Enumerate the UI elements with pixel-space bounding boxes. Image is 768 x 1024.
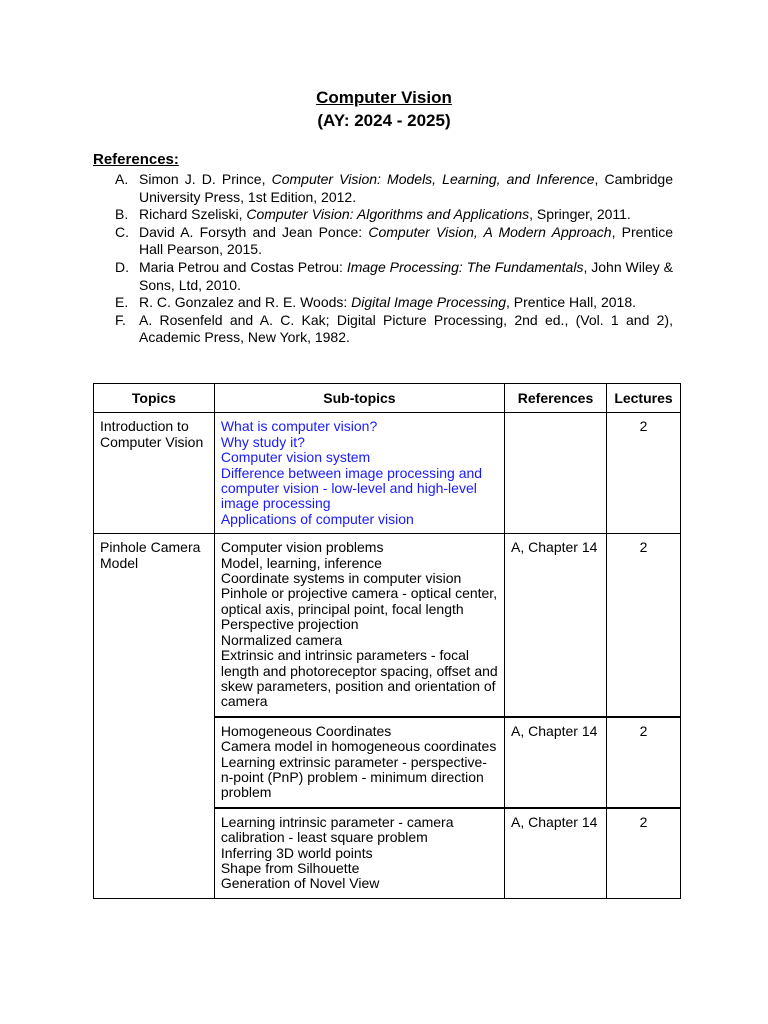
reference-book-title: Digital Image Processing (351, 294, 507, 311)
reference-authors: Simon J. D. Prince, (139, 171, 272, 187)
subtopic-link[interactable]: Difference between image processing and computer vision - low-level and high-level image processing (220, 464, 483, 512)
subtopics-cell (214, 717, 504, 808)
subtopics-cell (214, 534, 504, 717)
lectures-cell: 2 (606, 717, 680, 808)
subtopic-item: Coordinate systems in computer vision (220, 570, 462, 587)
references-heading: References: (93, 151, 179, 168)
header-references: References (505, 384, 607, 413)
subtopics-cell (214, 808, 504, 899)
reference-cell: A, Chapter 14 (505, 808, 607, 899)
lectures-cell: 2 (606, 808, 680, 899)
reference-authors: Richard Szeliski, (139, 206, 247, 223)
reference-cell (505, 413, 607, 534)
table-header-row (94, 384, 681, 413)
subtopic-item: Perspective projection (220, 616, 359, 633)
academic-year: (AY: 2024 - 2025) (317, 111, 451, 130)
subtopic-item: Shape from Silhouette (220, 859, 360, 876)
course-title: Computer Vision (316, 88, 452, 107)
syllabus-table (93, 383, 681, 899)
subtopic-item: Learning extrinsic parameter - perspective-n-point (PnP) problem - minimum direction problem (220, 753, 487, 801)
lectures-cell: 2 (606, 534, 680, 717)
reference-publisher: , Prentice Hall, 2018. (506, 294, 636, 311)
reference-book-title: Image Processing: The Fundamentals (346, 258, 584, 275)
reference-marker: A. (115, 171, 129, 187)
reference-book-title: Computer Vision: Models, Learning, and Inference (271, 171, 595, 187)
header-subtopics: Sub-topics (214, 384, 504, 413)
reference-book-title: Computer Vision, A Modern Approach (368, 223, 612, 240)
reference-cell: A, Chapter 14 (505, 534, 607, 717)
subtopic-link[interactable]: What is computer vision? (220, 418, 378, 435)
subtopic-item: Extrinsic and intrinsic parameters - focal length and photoreceptor spacing, offset and skew parameters, position and orientation of camera (220, 647, 498, 710)
reference-cell: A, Chapter 14 (505, 717, 607, 808)
reference-book-title: Computer Vision: Algorithms and Applications (246, 206, 530, 223)
subtopic-item: Homogeneous Coordinates (220, 722, 392, 739)
reference-publisher: , John Wiley & Sons, Ltd, 2010. (139, 258, 673, 293)
subtopic-item: Normalized camera (220, 631, 343, 648)
subtopic-item: Inferring 3D world points (220, 844, 373, 861)
reference-authors: David A. Forsyth and Jean Ponce: (139, 223, 369, 240)
reference-item (93, 224, 673, 259)
reference-marker: C. (115, 223, 129, 240)
reference-marker: E. (115, 294, 129, 311)
reference-publisher: , Springer, 2011. (529, 206, 631, 223)
reference-item (93, 206, 673, 224)
reference-item (93, 259, 673, 294)
reference-publisher: , Prentice Hall Pearson, 2015. (139, 223, 673, 258)
references-list (93, 171, 673, 347)
reference-item (93, 312, 673, 347)
references-section (93, 151, 673, 347)
reference-marker: F. (115, 311, 126, 328)
subtopic-link[interactable]: Why study it? (220, 433, 305, 450)
reference-authors: R. C. Gonzalez and R. E. Woods: (139, 294, 352, 311)
document-title (0, 86, 768, 132)
lectures-cell: 2 (606, 413, 680, 534)
table-row (94, 413, 681, 534)
reference-marker: B. (115, 206, 129, 223)
header-topics: Topics (94, 384, 215, 413)
subtopic-link[interactable]: Computer vision system (220, 449, 371, 466)
subtopic-link[interactable]: Applications of computer vision (220, 510, 414, 527)
subtopic-item: Pinhole or projective camera - optical center, optical axis, principal point, focal length (220, 585, 498, 617)
table-row (94, 534, 681, 717)
reference-authors: A. Rosenfeld and A. C. Kak; Digital Picture Processing, 2nd ed., (Vol. 1 and 2), Academic Press, New York, 1982. (139, 311, 673, 346)
reference-publisher: , Cambridge University Press, 1st Edition, 2012. (139, 171, 673, 205)
header-lectures: Lectures (606, 384, 680, 413)
subtopics-cell (214, 413, 504, 534)
subtopic-item: Computer vision problems (220, 539, 384, 556)
reference-item (93, 294, 673, 312)
subtopic-item: Model, learning, inference (220, 554, 382, 571)
reference-marker: D. (115, 258, 129, 275)
reference-item (93, 171, 673, 206)
subtopic-item: Camera model in homogeneous coordinates (220, 738, 497, 755)
subtopic-item: Generation of Novel View (220, 875, 380, 892)
reference-authors: Maria Petrou and Costas Petrou: (139, 258, 347, 275)
subtopic-item: Learning intrinsic parameter - camera calibration - least square problem (220, 813, 454, 846)
topic-cell: Pinhole Camera Model (94, 534, 215, 899)
topic-cell: Introduction to Computer Vision (94, 413, 215, 534)
